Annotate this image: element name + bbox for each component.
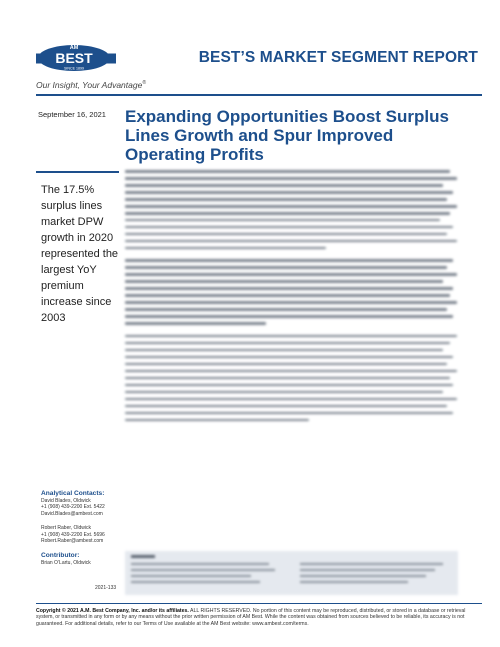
- contact-name: David Blades, Oldwick: [41, 498, 91, 504]
- am-best-logo: [34, 40, 118, 74]
- logo-am-text: AM: [69, 45, 79, 51]
- copyright-line: Copyright © 2021 A.M. Best Company, Inc. and/or its affiliates.: [36, 608, 189, 614]
- analytical-contacts: [41, 490, 121, 567]
- contents-heading: [131, 555, 155, 558]
- tagline: [36, 80, 146, 90]
- body-paragraph: [125, 170, 460, 249]
- blurred-body-text: [125, 170, 460, 431]
- document-number: 2021-133: [95, 585, 117, 591]
- contributor-name: Brian O’Lartu, Oldwick: [41, 560, 91, 567]
- body-paragraph: [125, 259, 460, 324]
- contents-box: [125, 551, 458, 595]
- contact-email[interactable]: David.Blades@ambest.com: [41, 510, 103, 517]
- contents-list-right: [300, 563, 450, 587]
- publication-date: September 16, 2021: [38, 110, 106, 119]
- contact-email[interactable]: Robert.Raber@ambest.com: [41, 538, 104, 545]
- contact-phone: +1 (908) 439-2200 Ext. 5422: [41, 504, 105, 511]
- logo-best-text: BEST: [55, 50, 93, 66]
- contributor-heading: Contributor:: [41, 552, 80, 560]
- contact-phone: +1 (908) 439-2200 Ext. 5696: [41, 531, 105, 538]
- key-finding-callout: The 17.5% surplus lines market DPW growth in 2020 represented the largest YoY premium increase since 2003: [41, 184, 119, 324]
- rights-text: ALL RIGHTS RESERVED. No portion of this content may be reproduced, distributed, or stored in a database or retrieval system, or transmitted in any form or by any means without the prior written permission of AM Best. While the content was obtained from sources believed to be reliable, its accuracy is not guaranteed. For additional details, refer to our Terms of Use available at the AM Best website: www.ambest.com/terms.: [36, 608, 466, 627]
- header-divider: [36, 94, 482, 96]
- contents-list-left: [131, 563, 281, 587]
- registered-mark: ®: [142, 80, 147, 87]
- logo-since-text: SINCE 1899: [64, 66, 84, 71]
- report-series-title: BEST’S MARKET SEGMENT REPORT: [198, 49, 478, 66]
- sidebar-divider: [36, 171, 119, 173]
- report-headline: Expanding Opportunities Boost Surplus Lines Growth and Spur Improved Operating Profits: [125, 107, 449, 164]
- contact-name: Robert Raber, Oldwick: [41, 525, 92, 532]
- copyright-notice: [36, 608, 484, 627]
- contacts-heading: Analytical Contacts:: [41, 490, 105, 497]
- tagline-text: Our Insight, Your Advantage: [36, 80, 143, 90]
- body-paragraph: [125, 335, 460, 421]
- footer-divider: [36, 603, 482, 604]
